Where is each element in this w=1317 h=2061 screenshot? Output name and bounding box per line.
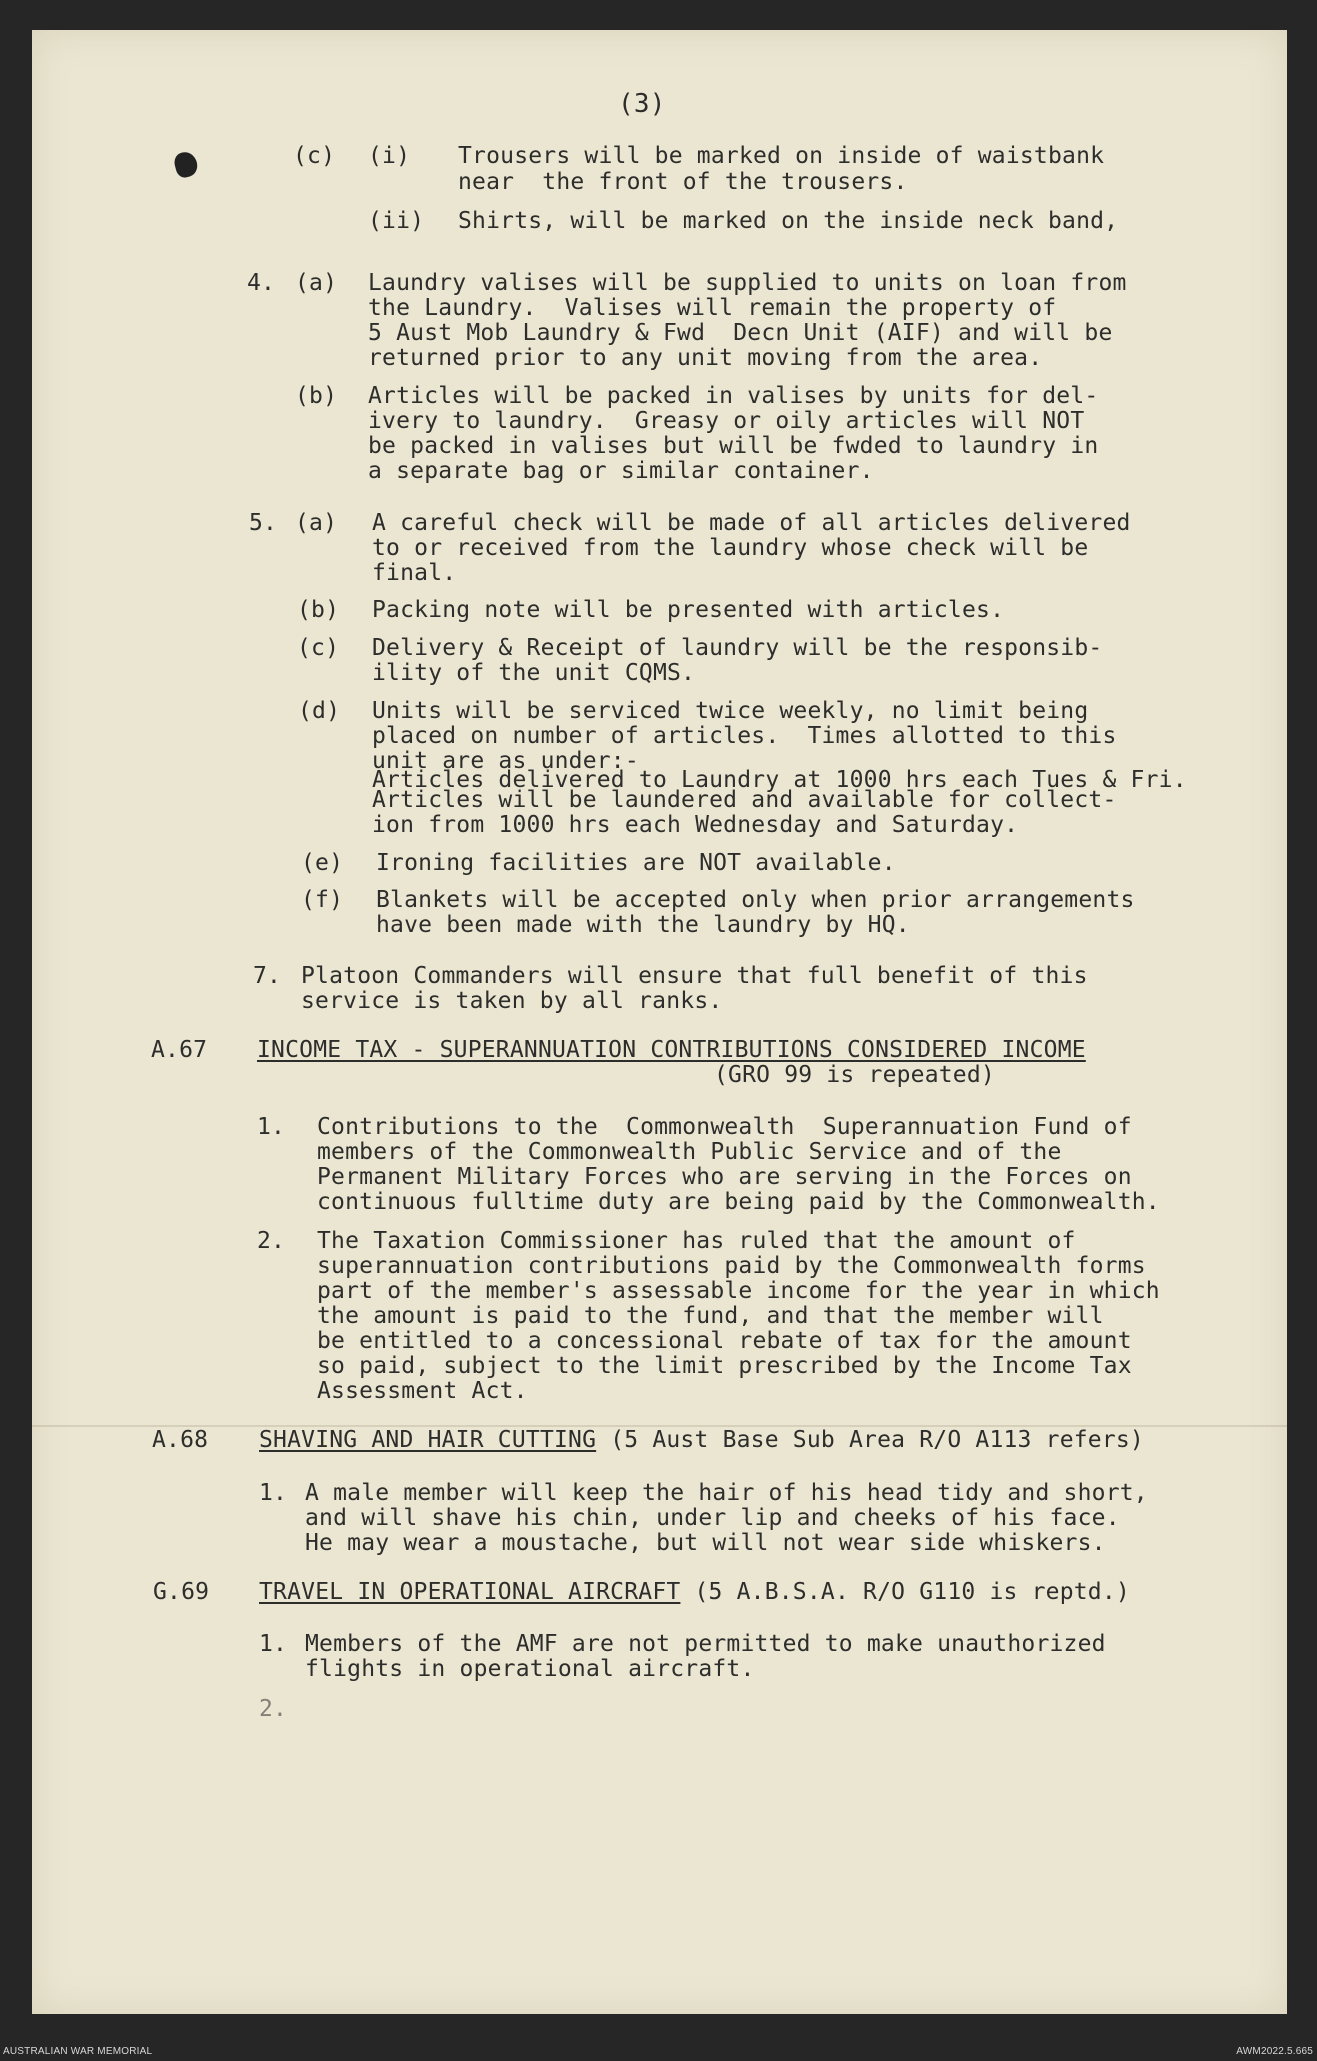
section-a67-p2-line: so paid, subject to the limit prescribed by the Income Tax bbox=[317, 1353, 1132, 1379]
item-5d-line: Units will be serviced twice weekly, no limit being bbox=[372, 698, 1089, 724]
section-a67-p1-line: Contributions to the Commonwealth Superannuation Fund of bbox=[317, 1114, 1132, 1140]
item-5-number: 5. bbox=[249, 510, 278, 536]
section-a67-p1-number: 1. bbox=[257, 1114, 286, 1140]
item-7-line: Platoon Commanders will ensure that full benefit of this bbox=[301, 963, 1088, 989]
section-a67-p2-line: the amount is paid to the fund, and that the member will bbox=[317, 1303, 1104, 1329]
item-5d-line: placed on number of articles. Times allotted to this bbox=[372, 723, 1117, 749]
section-g69-p1-number: 1. bbox=[259, 1631, 288, 1657]
section-g69-heading-line bbox=[259, 1580, 1130, 1605]
section-a67-p2-line: superannuation contributions paid by the Commonwealth forms bbox=[317, 1253, 1146, 1279]
section-a67-p1-line: continuous fulltime duty are being paid by the Commonwealth. bbox=[317, 1189, 1160, 1215]
section-a67-p2-line: Assessment Act. bbox=[317, 1378, 528, 1404]
section-a67-p2-line: The Taxation Commissioner has ruled that the amount of bbox=[317, 1228, 1076, 1254]
punch-hole bbox=[172, 150, 200, 180]
clause-c-i-line: near the front of the trousers. bbox=[458, 169, 908, 195]
section-g69-p1-line: Members of the AMF are not permitted to make unauthorized bbox=[305, 1631, 1106, 1657]
item-5c-line: Delivery & Receipt of laundry will be the responsib- bbox=[372, 635, 1103, 661]
item-5b-label: (b) bbox=[297, 597, 340, 623]
item-4b-label: (b) bbox=[295, 383, 338, 409]
clause-c-ii-line: Shirts, will be marked on the inside neck band, bbox=[458, 208, 1119, 234]
item-4a-label: (a) bbox=[295, 270, 338, 296]
item-5a-line: to or received from the laundry whose check will be bbox=[372, 535, 1089, 561]
clause-c-i-line: Trousers will be marked on inside of waistbank bbox=[458, 143, 1105, 169]
section-a67-p2-line: part of the member's assessable income for the year in which bbox=[317, 1278, 1160, 1304]
section-a68-heading-line bbox=[259, 1428, 1144, 1453]
item-4a-line: 5 Aust Mob Laundry & Fwd Decn Unit (AIF) and will be bbox=[368, 320, 1113, 346]
item-5d-line: Articles delivered to Laundry at 1000 hrs each Tues & Fri. bbox=[372, 767, 1187, 793]
footer-institution: AUSTRALIAN WAR MEMORIAL bbox=[3, 2046, 153, 2057]
section-a67-p1-line: members of the Commonwealth Public Service and of the bbox=[317, 1139, 1062, 1165]
section-a67-p2-number: 2. bbox=[257, 1228, 286, 1254]
subclause-ii-label: (ii) bbox=[368, 208, 425, 234]
section-g69-code: G.69 bbox=[153, 1579, 210, 1605]
item-4b-line: Articles will be packed in valises by units for del- bbox=[368, 383, 1099, 409]
item-7-number: 7. bbox=[253, 963, 282, 989]
item-5d-line: ion from 1000 hrs each Wednesday and Saturday. bbox=[372, 812, 1019, 838]
section-a68-p1-line: A male member will keep the hair of his head tidy and short, bbox=[305, 1480, 1148, 1506]
item-7-line: service is taken by all ranks. bbox=[301, 988, 723, 1014]
section-g69-reference: (5 A.B.S.A. R/O G110 is reptd.) bbox=[680, 1579, 1130, 1605]
section-a68-p1-line: He may wear a moustache, but will not wear side whiskers. bbox=[305, 1530, 1106, 1556]
section-a67-p1-line: Permanent Military Forces who are serving in the Forces on bbox=[317, 1164, 1132, 1190]
page-number: (3) bbox=[618, 89, 666, 119]
section-a67-heading: INCOME TAX - SUPERANNUATION CONTRIBUTIONS CONSIDERED INCOME bbox=[257, 1037, 1086, 1063]
item-4b-line: a separate bag or similar container. bbox=[368, 458, 874, 484]
subclause-i-label: (i) bbox=[368, 143, 411, 169]
item-5f-line: Blankets will be accepted only when prior arrangements bbox=[376, 887, 1135, 913]
clause-c-label: (c) bbox=[293, 143, 336, 169]
item-5d-label: (d) bbox=[298, 698, 341, 724]
section-g69-p2-number: 2. bbox=[259, 1696, 288, 1722]
section-g69-p1-line: flights in operational aircraft. bbox=[305, 1656, 755, 1682]
section-a68-p1-line: and will shave his chin, under lip and cheeks of his face. bbox=[305, 1505, 1120, 1531]
section-a68-reference: (5 Aust Base Sub Area R/O A113 refers) bbox=[596, 1427, 1144, 1453]
section-a67-code: A.67 bbox=[151, 1037, 208, 1063]
footer-accession-number: AWM2022.5.665 bbox=[1236, 2046, 1313, 2057]
section-a68-heading: SHAVING AND HAIR CUTTING bbox=[259, 1427, 597, 1453]
item-5a-line: final. bbox=[372, 560, 457, 586]
item-4a-line: the Laundry. Valises will remain the property of bbox=[368, 295, 1057, 321]
item-4a-line: Laundry valises will be supplied to units on loan from bbox=[368, 270, 1127, 296]
item-5d-line: Articles will be laundered and available for collect- bbox=[372, 787, 1117, 813]
section-a68-code: A.68 bbox=[152, 1427, 209, 1453]
item-5e-line: Ironing facilities are NOT available. bbox=[376, 850, 896, 876]
item-5b-line: Packing note will be presented with articles. bbox=[372, 597, 1005, 623]
item-4b-line: ivery to laundry. Greasy or oily articles will NOT bbox=[368, 408, 1085, 434]
item-4-number: 4. bbox=[247, 270, 276, 296]
item-5d-line: unit are as under:- bbox=[372, 748, 639, 774]
item-5e-label: (e) bbox=[301, 850, 344, 876]
item-5c-label: (c) bbox=[297, 635, 340, 661]
item-5c-line: ility of the unit CQMS. bbox=[372, 660, 696, 686]
section-a68-p1-number: 1. bbox=[259, 1480, 288, 1506]
section-g69-heading: TRAVEL IN OPERATIONAL AIRCRAFT bbox=[259, 1579, 681, 1605]
item-5f-label: (f) bbox=[301, 887, 344, 913]
item-5a-label: (a) bbox=[295, 510, 338, 536]
item-4b-line: be packed in valises but will be fwded to laundry in bbox=[368, 433, 1099, 459]
item-5f-line: have been made with the laundry by HQ. bbox=[376, 912, 910, 938]
section-a67-p2-line: be entitled to a concessional rebate of tax for the amount bbox=[317, 1328, 1132, 1354]
item-5a-line: A careful check will be made of all articles delivered bbox=[372, 510, 1131, 536]
section-a67-subheading: (GRO 99 is repeated) bbox=[714, 1062, 995, 1088]
item-4a-line: returned prior to any unit moving from the area. bbox=[368, 345, 1043, 371]
